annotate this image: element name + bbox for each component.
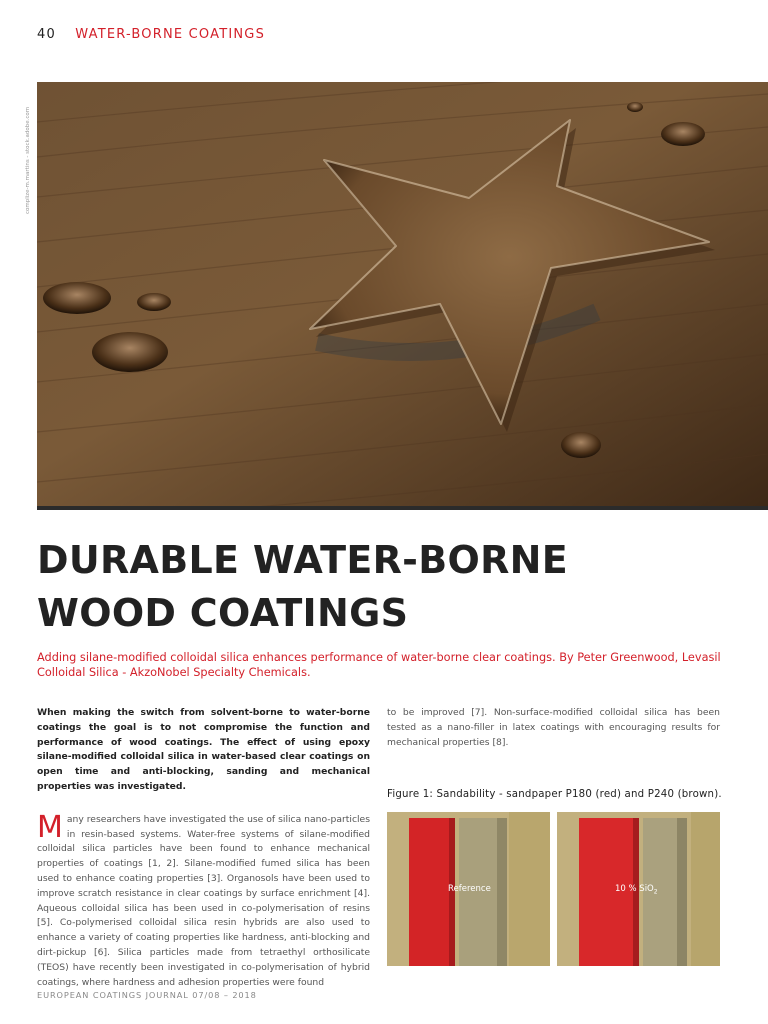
column-left	[37, 706, 370, 990]
body-paragraph	[37, 809, 370, 991]
figure-panel-reference	[387, 812, 550, 966]
article-subtitle: Adding silane-modified colloidal silica enhances performance of water-borne clear coatings. By Peter Greenwood, Levasil Colloidal Silica - AkzoNobel Specialty Chemicals.	[37, 651, 721, 679]
page-footer: EUROPEAN COATINGS JOURNAL 07/08 – 2018	[37, 990, 257, 1000]
body-text-col2: to be improved [7]. Non-surface-modified colloidal silica has been tested as a nano-filler in latex coatings with encouraging results for mechanical properties [8].	[387, 707, 720, 748]
article-abstract: When making the switch from solvent-borne to water-borne coatings the goal is to not compromise the function and performance of wood coatings. The effect of using epoxy silane-modified colloidal silica in water-based clear coatings on open time and anti-blocking, sanding and mechanical properties was investigated.	[37, 707, 370, 792]
water-star-on-wood-photo	[37, 82, 768, 510]
column-right	[387, 706, 720, 750]
panel-label-reference: Reference	[448, 884, 491, 894]
figure-caption: Figure 1: Sandability - sandpaper P180 (red) and P240 (brown).	[387, 789, 722, 800]
section-title: WATER-BORNE COATINGS	[75, 27, 266, 42]
page-number: 40	[37, 27, 56, 42]
figure-panel-sio2	[557, 812, 720, 966]
body-text-col1: any researchers have investigated the use of silica nano-particles in resin-based systems. Water-free systems of silane-modified colloidal silica particles have been found to enhance mechanical properties of coatings [1, 2]. Silane-modified fumed silica has been used to enhance coating properties [3]. Organosols have been used to improve scratch resistance in clear coatings by surface enrichment [4]. Aqueous colloidal silica has been used in co-polymerisation of resins [5]. Co-polymerised colloidal silica resin hybrids are also used to enhance a variety of coating properties like hardness, anti-blocking and dirt-pickup [6]. Silica particles made from tetraethyl orthosilicate (TEOS) have recently been investigated in co-polymerisation of hybrid coatings, where hardness and adhesion properties were found	[37, 813, 370, 988]
hero-image	[37, 82, 768, 510]
photo-credit: complize-m.martins - stock.adobe.com	[25, 106, 31, 214]
running-header	[37, 27, 265, 42]
article-title	[37, 534, 737, 640]
title-line-1: DURABLE WATER-BORNE	[37, 538, 569, 582]
drop-cap: M	[37, 809, 63, 845]
panel-label-sio2: 10 % SiO$_2$	[615, 884, 658, 896]
title-line-2: WOOD COATINGS	[37, 591, 409, 635]
